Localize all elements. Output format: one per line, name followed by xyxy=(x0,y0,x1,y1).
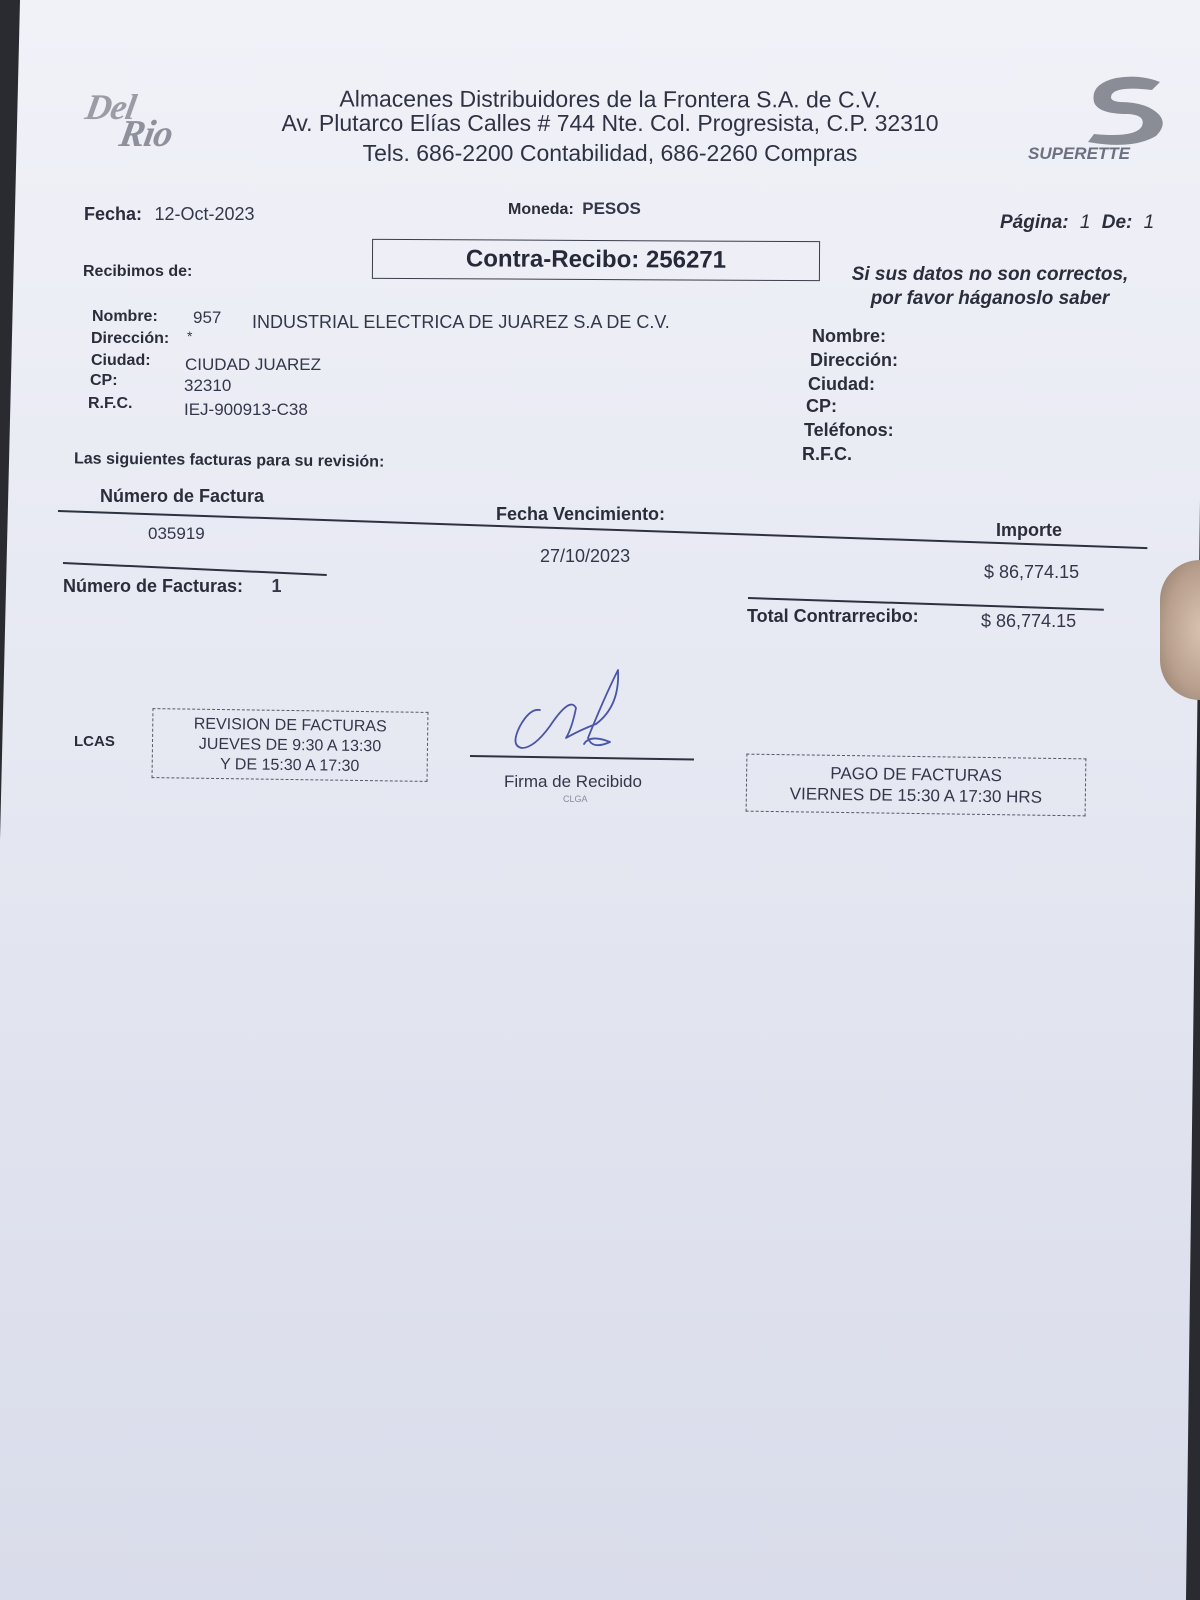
nombre-id: 957 xyxy=(193,308,222,327)
fecha-row xyxy=(84,204,255,225)
initials: LCAS xyxy=(74,733,115,750)
correction-ciudad: Ciudad: xyxy=(808,374,875,394)
header-importe: Importe xyxy=(996,520,1063,540)
count-value: 1 xyxy=(271,576,282,596)
invoice-count-row xyxy=(63,576,282,597)
del-rio-logo-line1: Del xyxy=(82,87,139,127)
header-fecha-vencimiento: Fecha Vencimiento: xyxy=(496,504,666,524)
header-numero-factura: Número de Factura xyxy=(100,486,265,506)
row-importe: $ 86,774.15 xyxy=(984,562,1080,582)
rfc-label: R.F.C. xyxy=(88,395,133,412)
del-rio-logo-line2: Rio xyxy=(116,113,176,155)
fecha-label: Fecha: xyxy=(84,204,143,224)
fecha-value: 12-Oct-2023 xyxy=(154,204,255,224)
del-rio-logo xyxy=(82,86,216,156)
moneda-value: PESOS xyxy=(582,199,641,218)
revision-box xyxy=(152,708,429,782)
pagina-value: 1 xyxy=(1079,212,1091,233)
company-name: Almacenes Distribuidores de la Frontera S.A. de C.V. xyxy=(339,85,881,113)
cp-label: CP: xyxy=(90,372,118,389)
cp-value: 32310 xyxy=(184,376,232,395)
moneda-label: Moneda: xyxy=(508,201,574,218)
superette-s-icon xyxy=(1080,74,1170,146)
correction-telefonos: Teléfonos: xyxy=(804,420,894,440)
moneda-row xyxy=(508,199,641,219)
row-fecha: 27/10/2023 xyxy=(540,546,631,566)
superette-logo xyxy=(1028,74,1180,170)
notice-line2: por favor háganoslo saber xyxy=(870,288,1110,309)
pagina-label: Página: xyxy=(1000,212,1069,233)
count-label: Número de Facturas: xyxy=(63,576,244,596)
de-label: De: xyxy=(1101,212,1133,233)
ciudad-label: Ciudad: xyxy=(91,352,151,369)
receipt-title-box xyxy=(372,239,820,281)
de-value: 1 xyxy=(1143,212,1155,233)
payment-line2: VIERNES DE 15:30 A 17:30 HRS xyxy=(789,784,1043,807)
total-value: $ 86,774.15 xyxy=(981,611,1077,631)
superette-logo-text: SUPERETTE xyxy=(1028,144,1131,163)
revision-line1: REVISION DE FACTURAS xyxy=(193,715,387,736)
notice-line1: Si sus datos no son correctos, xyxy=(851,264,1129,285)
nombre-label: Nombre: xyxy=(92,308,158,325)
correction-cp: CP: xyxy=(806,396,837,416)
correction-direccion: Dirección: xyxy=(810,350,899,370)
company-phones: Tels. 686-2200 Contabilidad, 686-2260 Compras xyxy=(362,140,858,166)
direccion-value: * xyxy=(187,328,193,344)
pagina-row xyxy=(1000,212,1154,234)
payment-box xyxy=(746,754,1087,817)
recibimos-label: Recibimos de: xyxy=(83,263,193,280)
correction-nombre: Nombre: xyxy=(812,326,887,346)
correction-rfc: R.F.C. xyxy=(802,444,853,464)
thumb xyxy=(1160,560,1200,700)
payment-line1: PAGO DE FACTURAS xyxy=(830,763,1003,786)
revision-line3: Y DE 15:30 A 17:30 xyxy=(219,756,360,775)
nombre-value: INDUSTRIAL ELECTRICA DE JUAREZ S.A DE C.V. xyxy=(252,312,670,332)
rfc-value: IEJ-900913-C38 xyxy=(184,400,308,419)
row-numero: 035919 xyxy=(148,524,205,543)
direccion-label: Dirección: xyxy=(91,330,170,347)
signature-sub: CLGA xyxy=(563,794,588,804)
revision-line2: JUEVES DE 9:30 A 13:30 xyxy=(198,735,382,756)
ciudad-value: CIUDAD JUAREZ xyxy=(185,355,322,374)
invoices-intro: Las siguientes facturas para su revisión: xyxy=(73,450,385,471)
receipt-title: Contra-Recibo: 256271 xyxy=(465,245,727,274)
signature-label: Firma de Recibido xyxy=(504,772,642,791)
signature-scribble xyxy=(500,668,650,768)
company-address: Av. Plutarco Elías Calles # 744 Nte. Col. Progresista, C.P. 32310 xyxy=(281,110,939,136)
total-label: Total Contrarrecibo: xyxy=(747,606,919,626)
